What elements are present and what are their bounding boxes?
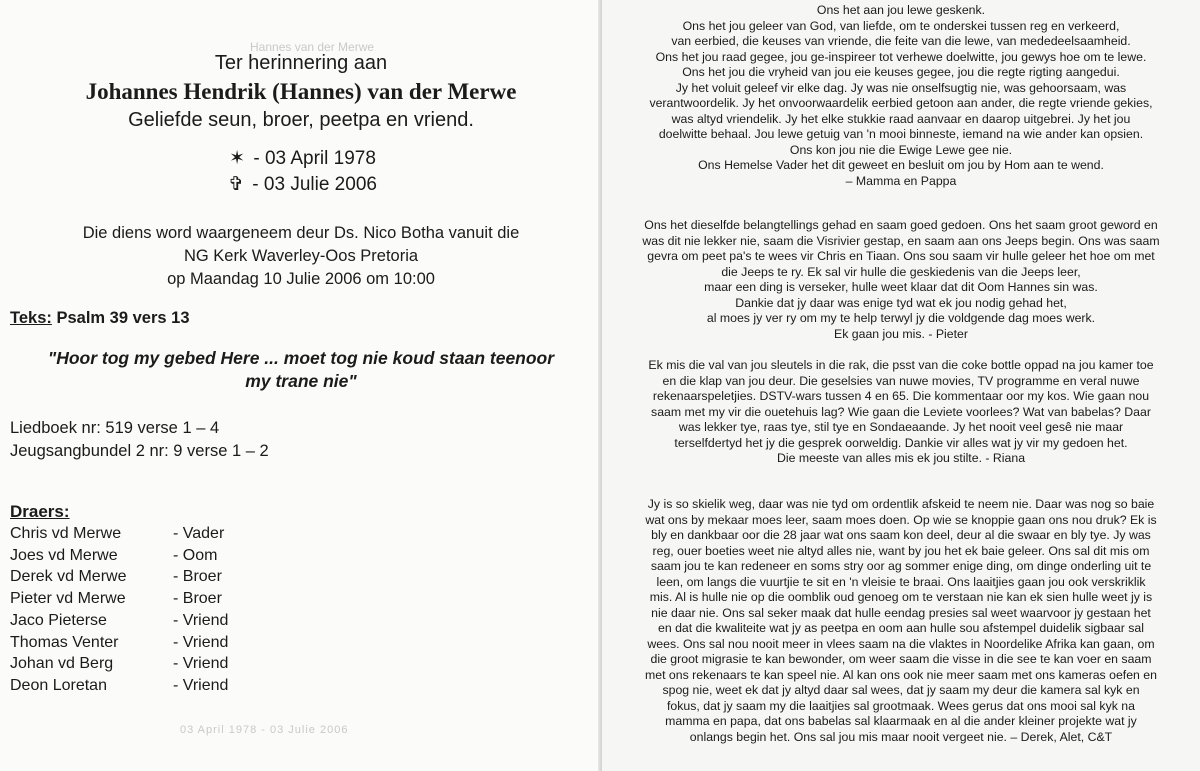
death-row bbox=[0, 172, 602, 198]
hymn-line: Liedboek nr: 519 verse 1 – 4 bbox=[10, 419, 220, 437]
bearer-row bbox=[10, 675, 228, 697]
bearer-role: - Vriend bbox=[173, 676, 229, 694]
tribute-line: maar een ding is verseker, hulle weet klaar dat dit Oom Hannes sin was. bbox=[704, 280, 1098, 294]
bearer-name: Deon Loretan bbox=[10, 676, 107, 694]
tribute-line: Ons het aan jou lewe geskenk. bbox=[816, 3, 986, 17]
quote-line: my trane nie" bbox=[245, 371, 357, 391]
tribute-line: Ons kon jou nie die Ewige Lewe gee nie. bbox=[789, 142, 1013, 157]
tribute-line: Dankie dat jy daar was enige tyd wat ek jou nodig gehad het, bbox=[735, 295, 1067, 310]
tribute-line: die Jeeps te ry. Ek sal vir hulle die geskiedenis van die Jeeps leer, bbox=[721, 264, 1081, 279]
tribute-line: Ek gaan jou mis. - Pieter bbox=[834, 326, 968, 341]
tribute-line: gevra om peet pa's te wees vir Chris en Tiaan. Ons sou saam vir hulle geleer het hoe om met bbox=[647, 249, 1155, 263]
bearer-name: Derek vd Merwe bbox=[10, 568, 127, 586]
hymn-line: Jeugsangbundel 2 nr: 9 verse 1 – 2 bbox=[10, 442, 269, 460]
service-details bbox=[0, 222, 602, 291]
scripture-label: Teks: bbox=[10, 309, 52, 327]
tribute-line: was altyd vriendelik. Jy het elke stukkie raad aanvaar en daarop uitgebrei. Jy het jou bbox=[671, 111, 1131, 126]
death-date: - 03 Julie 2006 bbox=[247, 174, 377, 195]
tribute-line: Ons het jou raad gegee, jou ge-inspireer tot verhewe doelwitte, jou gewys hoe om te lewe. bbox=[655, 49, 1147, 64]
tribute-line: was dit nie lekker nie, saam die Visrivier gestap, en saam aan ons Jeeps begin. Ons was saam bbox=[642, 233, 1160, 248]
tribute-line: fokus, dat jy saam my die laaitjies sal grootmaak. Wees gerus dat ons mooi sal kyk na bbox=[667, 698, 1135, 713]
service-line: op Maandag 10 Julie 2006 om 10:00 bbox=[167, 270, 435, 288]
tribute-line: Ons Hemelse Vader het dit geweet en besluit om jou by Hom aan te wend. bbox=[698, 158, 1104, 172]
tribute-line: rekenaarspeletjies. DSTV-wars tussen 4 en 65. Die kommentaar oor my kos. Wie gaan nou bbox=[652, 389, 1150, 403]
tribute-line: Ons het dieselfde belangtellings gehad en saam goed gedoen. Ons het saam groot geword en bbox=[644, 218, 1158, 232]
memorial-label: Ter herinnering aan bbox=[214, 52, 388, 74]
tribute-line: terselfdertyd het jy die gesprek oorweldig. Dankie vir alles wat jy vir my gedoen het. bbox=[674, 435, 1128, 450]
star-icon: ✶ bbox=[229, 148, 246, 169]
service-line: NG Kerk Waverley-Oos Pretoria bbox=[183, 247, 419, 265]
tribute-line: met ons rekenaars te kan speel nie. Al kan ons ook nie meer saam met ons kameras oefen en bbox=[645, 667, 1157, 682]
tribute-line: bly en dankbaar oor die 28 jaar wat ons saam kon deel, deur al die swaar en bly tye. Jy was bbox=[651, 528, 1151, 542]
bearer-name: Chris vd Merwe bbox=[10, 525, 122, 542]
tribute-line: spog nie, weet ek dat jy altyd daar sal wees, dat jy saam my deur die kamera sal kyk en bbox=[662, 683, 1140, 697]
birth-row bbox=[0, 146, 602, 172]
bearer-role: - Vriend bbox=[173, 633, 229, 651]
hymn-list bbox=[10, 417, 269, 463]
tribute-line: doelwitte behaal. Jou lewe getuig van 'n mooi binneste, iemand na wie ander kan opsien. bbox=[658, 127, 1144, 141]
tribute-line: Jy het voluit geleef vir elke dag. Jy was nie onselfsugtig nie, was gehoorsaam, was bbox=[675, 80, 1127, 95]
tribute-line: mamma en papa, dat ons babelas sal klaarmaak en al die ander kleiner projekte wat jy bbox=[665, 714, 1137, 728]
bearer-role: - Broer bbox=[173, 568, 222, 586]
scripture-quote bbox=[0, 347, 602, 393]
bearer-row bbox=[10, 566, 228, 588]
tribute-line: onlangs begin het. Ons sal jou mis maar nooit vergeet nie. – Derek, Alet, C&T bbox=[689, 729, 1113, 744]
tribute-line: en die klap van jou deur. Die geselsies van nuwe movies, TV programme en veral nuwe bbox=[662, 373, 1140, 388]
quote-line: "Hoor tog my gebed Here ... moet tog nie koud staan teenoor bbox=[47, 348, 555, 368]
tribute-line: Die meeste van alles mis ek jou stilte. - Riana bbox=[776, 451, 1026, 465]
bearer-role: - Vriend bbox=[173, 655, 229, 673]
tribute-line: verantwoordelik. Jy het onvoorwaardelik eerbied getoon aan ander, die regte vriende gekies, bbox=[649, 96, 1153, 110]
tribute-line: saam met my vir die ouetehuis lag? Wie gaan die Leviete voorlees? Wat van babelas? Daar bbox=[651, 404, 1151, 419]
bearer-role: - Broer bbox=[173, 590, 222, 608]
bearer-name: Jaco Pieterse bbox=[10, 611, 107, 629]
tribute-derek bbox=[602, 497, 1200, 745]
tribute-line: wat ons by mekaar moes leer, saam moes doen. Op wie se knoppie gaan ons nou druk? Ek is bbox=[645, 512, 1157, 527]
bearers-title: Draers: bbox=[10, 502, 70, 521]
bleed-through-text: Hannes van der Merwe bbox=[250, 40, 375, 54]
tribute-line: – Mamma en Pappa bbox=[845, 173, 957, 188]
bearer-row bbox=[10, 545, 228, 567]
bearer-name: Thomas Venter bbox=[10, 633, 119, 651]
bearer-role: - Vader bbox=[173, 525, 225, 542]
birth-date: - 03 April 1978 bbox=[248, 148, 376, 169]
tribute-pieter bbox=[602, 218, 1200, 342]
bearer-row bbox=[10, 588, 228, 610]
tribute-line: die groot migrasie te kan bewonder, om weer saam die visse in die see te kan voer en saam bbox=[650, 652, 1152, 666]
bearer-name: Johan vd Berg bbox=[10, 655, 114, 673]
tribute-line: Jy is so skielik weg, daar was nie tyd om ordentlik afskeid te neem nie. Daar was nog so baie bbox=[647, 497, 1155, 511]
bearer-role: - Vriend bbox=[173, 611, 229, 629]
tribute-riana bbox=[602, 358, 1200, 467]
tribute-line: al moes jy ver ry om my te help terwyl jy die voldgende dag moes werk. bbox=[706, 311, 1096, 325]
scripture-reference bbox=[10, 309, 190, 328]
tribute-line: nie daar nie. Ons sal seker maak dat hulle eendag presies sal weet waarvoor jy gestaan het bbox=[651, 605, 1151, 620]
bearers-list bbox=[10, 523, 228, 697]
tribute-line: van eerbied, die keuses van vriende, die feite van die lewe, van mededeelsaamheid. bbox=[671, 34, 1131, 48]
epithet: Geliefde seun, broer, peetpa en vriend. bbox=[128, 109, 474, 131]
deceased-name: Johannes Hendrik (Hannes) van der Merwe bbox=[85, 79, 517, 104]
tribute-line: saam jou te kan redeneer en soms stry oor ag sommer enige ding, om dinge onderling uit te bbox=[650, 559, 1152, 573]
bearer-role: - Oom bbox=[173, 546, 218, 564]
service-line: Die diens word waargeneem deur Ds. Nico Botha vanuit die bbox=[82, 224, 520, 242]
life-dates bbox=[0, 146, 602, 198]
scripture-text: Psalm 39 vers 13 bbox=[51, 309, 190, 327]
bearer-name: Joes vd Merwe bbox=[10, 546, 118, 564]
tribute-line: mis. Al is hulle nie op die oomblik oud genoeg om te verstaan nie kan ek sien hulle weet jy is bbox=[649, 590, 1153, 604]
tribute-line: reg, ouer boeties weet nie altyd alles nie, want by jou het ek baie geleer. Ons sal dit mis om bbox=[652, 543, 1150, 558]
tribute-line: en dat die kwaliteite wat jy as peetpa en oom aan hulle sou afstempel duidelik sigbaar sal bbox=[657, 621, 1145, 635]
right-page bbox=[602, 0, 1200, 771]
bearer-row bbox=[10, 632, 228, 654]
bearer-row bbox=[10, 653, 228, 675]
tribute-line: wees. Ons sal nou nooit meer in vlees saam na die vlaktes in Noordelike Afrika kan gaan, om bbox=[647, 636, 1155, 651]
tribute-line: Ek mis die val van jou sleutels in die rak, die psst van die coke bottle oppad na jou kamer toe bbox=[648, 358, 1154, 372]
tribute-parents bbox=[602, 3, 1200, 189]
bearer-row bbox=[10, 523, 228, 545]
tribute-line: Ons het jou die vryheid van jou eie keuses gegee, jou die regte rigting aangedui. bbox=[682, 65, 1120, 79]
tribute-line: leen, om langs die vuurtjie te sit en 'n vleisie te braai. Ons laaitjies gaan jou ook verskriklik bbox=[656, 574, 1146, 589]
tribute-line: was lekker tye, raas tye, stil tye en Sondaeaande. Jy het nooit veel gesê nie maar bbox=[678, 420, 1124, 434]
bleed-through-text: 03 April 1978 - 03 Julie 2006 bbox=[180, 724, 349, 736]
bearer-row bbox=[10, 610, 228, 632]
cross-icon: ✞ bbox=[228, 174, 244, 195]
bearer-name: Pieter vd Merwe bbox=[10, 590, 126, 608]
tribute-line: Ons het jou geleer van God, van liefde, om te onderskei tussen reg en verkeerd, bbox=[682, 18, 1120, 33]
